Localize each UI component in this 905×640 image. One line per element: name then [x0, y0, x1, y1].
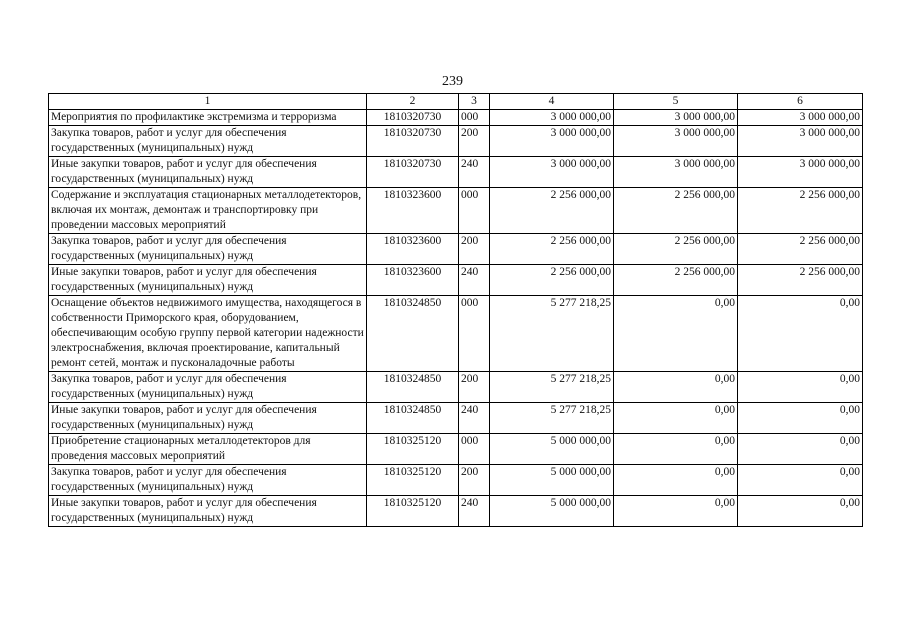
- cell-target-code: 1810324850: [367, 372, 459, 403]
- cell-target-code: 1810325120: [367, 465, 459, 496]
- cell-amount-col6: 2 256 000,00: [738, 265, 863, 296]
- cell-amount-col5: 0,00: [614, 296, 738, 372]
- cell-amount-col4: 5 277 218,25: [490, 296, 614, 372]
- cell-expense-type: 200: [459, 372, 490, 403]
- cell-amount-col5: 0,00: [614, 465, 738, 496]
- cell-description: Приобретение стационарных металлодетекторов для проведения массовых мероприятий: [49, 434, 367, 465]
- cell-expense-type: 240: [459, 265, 490, 296]
- cell-amount-col6: 3 000 000,00: [738, 126, 863, 157]
- cell-target-code: 1810323600: [367, 265, 459, 296]
- cell-expense-type: 240: [459, 403, 490, 434]
- cell-amount-col4: 5 277 218,25: [490, 403, 614, 434]
- cell-amount-col5: 3 000 000,00: [614, 110, 738, 126]
- cell-description: Содержание и эксплуатация стационарных металлодетекторов, включая их монтаж, демонтаж и транспортировку при проведении массовых мероприятий: [49, 188, 367, 234]
- cell-amount-col4: 2 256 000,00: [490, 265, 614, 296]
- cell-target-code: 1810320730: [367, 110, 459, 126]
- cell-target-code: 1810320730: [367, 126, 459, 157]
- cell-amount-col6: 2 256 000,00: [738, 188, 863, 234]
- cell-target-code: 1810324850: [367, 296, 459, 372]
- header-row: [49, 94, 863, 110]
- header-col-2: 2: [367, 94, 459, 110]
- cell-expense-type: 200: [459, 465, 490, 496]
- cell-amount-col5: 0,00: [614, 403, 738, 434]
- table-body: [49, 110, 863, 527]
- cell-description: Оснащение объектов недвижимого имущества, находящегося в собственности Приморского края, оборудованием, обеспечивающим особую группу первой категории надежности электроснабжения, включая проектирование, капитальный ремонт сетей, монтаж и пусконаладочные работы: [49, 296, 367, 372]
- cell-amount-col6: 0,00: [738, 403, 863, 434]
- cell-expense-type: 000: [459, 434, 490, 465]
- cell-amount-col4: 2 256 000,00: [490, 234, 614, 265]
- cell-amount-col6: 3 000 000,00: [738, 110, 863, 126]
- cell-amount-col5: 0,00: [614, 496, 738, 527]
- cell-expense-type: 000: [459, 296, 490, 372]
- cell-amount-col5: 3 000 000,00: [614, 157, 738, 188]
- cell-target-code: 1810325120: [367, 434, 459, 465]
- cell-amount-col5: 0,00: [614, 434, 738, 465]
- table-row: [49, 296, 863, 372]
- cell-amount-col6: 0,00: [738, 434, 863, 465]
- cell-amount-col6: 0,00: [738, 296, 863, 372]
- cell-target-code: 1810323600: [367, 188, 459, 234]
- cell-amount-col4: 5 000 000,00: [490, 496, 614, 527]
- cell-amount-col5: 3 000 000,00: [614, 126, 738, 157]
- cell-description: Закупка товаров, работ и услуг для обеспечения государственных (муниципальных) нужд: [49, 372, 367, 403]
- table-row: [49, 496, 863, 527]
- cell-expense-type: 000: [459, 110, 490, 126]
- table-row: [49, 434, 863, 465]
- cell-description: Иные закупки товаров, работ и услуг для обеспечения государственных (муниципальных) нужд: [49, 403, 367, 434]
- cell-expense-type: 240: [459, 496, 490, 527]
- cell-description: Мероприятия по профилактике экстремизма и терроризма: [49, 110, 367, 126]
- cell-description: Закупка товаров, работ и услуг для обеспечения государственных (муниципальных) нужд: [49, 126, 367, 157]
- cell-target-code: 1810323600: [367, 234, 459, 265]
- cell-description: Закупка товаров, работ и услуг для обеспечения государственных (муниципальных) нужд: [49, 465, 367, 496]
- cell-amount-col6: 2 256 000,00: [738, 234, 863, 265]
- cell-description: Иные закупки товаров, работ и услуг для обеспечения государственных (муниципальных) нужд: [49, 157, 367, 188]
- header-col-5: 5: [614, 94, 738, 110]
- cell-amount-col4: 2 256 000,00: [490, 188, 614, 234]
- cell-amount-col4: 5 000 000,00: [490, 434, 614, 465]
- cell-expense-type: 200: [459, 126, 490, 157]
- table-row: [49, 234, 863, 265]
- cell-amount-col4: 5 000 000,00: [490, 465, 614, 496]
- cell-description: Закупка товаров, работ и услуг для обеспечения государственных (муниципальных) нужд: [49, 234, 367, 265]
- header-col-3: 3: [459, 94, 490, 110]
- table-row: [49, 126, 863, 157]
- cell-amount-col4: 3 000 000,00: [490, 110, 614, 126]
- budget-table: [48, 93, 863, 527]
- header-col-1: 1: [49, 94, 367, 110]
- table-row: [49, 465, 863, 496]
- cell-target-code: 1810320730: [367, 157, 459, 188]
- cell-amount-col5: 2 256 000,00: [614, 265, 738, 296]
- cell-amount-col4: 3 000 000,00: [490, 157, 614, 188]
- cell-target-code: 1810325120: [367, 496, 459, 527]
- cell-expense-type: 200: [459, 234, 490, 265]
- page-number: 239: [442, 74, 463, 89]
- cell-amount-col5: 0,00: [614, 372, 738, 403]
- cell-amount-col6: 0,00: [738, 465, 863, 496]
- cell-amount-col5: 2 256 000,00: [614, 188, 738, 234]
- cell-amount-col6: 0,00: [738, 496, 863, 527]
- table-row: [49, 265, 863, 296]
- cell-target-code: 1810324850: [367, 403, 459, 434]
- cell-amount-col6: 0,00: [738, 372, 863, 403]
- cell-amount-col4: 5 277 218,25: [490, 372, 614, 403]
- cell-amount-col5: 2 256 000,00: [614, 234, 738, 265]
- cell-expense-type: 240: [459, 157, 490, 188]
- table-row: [49, 403, 863, 434]
- header-col-4: 4: [490, 94, 614, 110]
- table-row: [49, 157, 863, 188]
- cell-description: Иные закупки товаров, работ и услуг для обеспечения государственных (муниципальных) нужд: [49, 496, 367, 527]
- table-row: [49, 372, 863, 403]
- cell-expense-type: 000: [459, 188, 490, 234]
- cell-amount-col4: 3 000 000,00: [490, 126, 614, 157]
- cell-amount-col6: 3 000 000,00: [738, 157, 863, 188]
- table-row: [49, 188, 863, 234]
- cell-description: Иные закупки товаров, работ и услуг для обеспечения государственных (муниципальных) нужд: [49, 265, 367, 296]
- table-row: [49, 110, 863, 126]
- header-col-6: 6: [738, 94, 863, 110]
